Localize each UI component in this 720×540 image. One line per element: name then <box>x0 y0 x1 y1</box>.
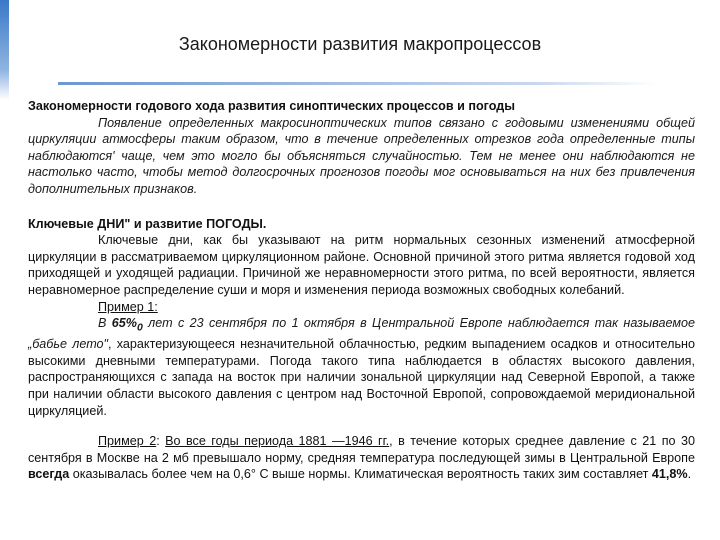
spacer <box>28 198 695 216</box>
example2-text-b: оказывалась более чем на 0,6° С выше нормы. Климатическая вероятность таких зим составляет <box>69 467 652 482</box>
example2-bold-value: 41,8% <box>651 467 688 482</box>
example1-percent <box>111 316 143 334</box>
example2-label-colon: : <box>156 434 160 449</box>
example1-paragraph <box>28 315 695 419</box>
example2-label: Пример 2 <box>98 434 157 449</box>
section1-heading: Закономерности годового хода развития синоптических процессов и погоды <box>28 99 515 113</box>
example1-percent-sub: 0 <box>136 321 143 334</box>
example1-rest: , характеризующееся незначительной облачностью, редким выпадением осадков и относительно высокими дневными температурами. Погода такого типа наблюдается в областях высокого давления, распространяющихся с запада на восток при наличии зональной циркуляции над Северной Европой, а также при наличии области высокого давления с центром над Восточной Европой, сопровождаемой меридиональной циркуляцией. <box>28 337 695 418</box>
example1-percent-value: 65% <box>111 316 137 331</box>
section2-paragraph: Ключевые дни, как бы указывают на ритм нормальных сезонных изменений атмосферной циркуляции в рассматриваемом циркуляционном районе. Основной причиной этого ритма является годовой ход приходящей и уходящей радиации. Причиной же неравномерности этого ритма, по всей вероятности, является неравномерное распределение суши и моря и изменения периода возможных свободных колебаний. <box>28 233 695 297</box>
slide-body <box>28 98 695 483</box>
example2-underlined: Во все годы периода 1881 —1946 гг. <box>165 434 390 449</box>
example2-text-a: , в течение которых среднее давление с 21 по 30 сентября в Москве на 2 мб превышало норму, средняя температура последующей зимы в Центральной Европе <box>28 434 695 465</box>
title-underline-rule <box>58 82 658 85</box>
section2-heading: Ключевые ДНИ" и развитие ПОГОДЫ. <box>28 216 267 231</box>
example1-label: Пример 1: <box>98 299 158 314</box>
example2-paragraph <box>28 433 695 483</box>
slide-title: Закономерности развития макропроцессов <box>178 34 542 54</box>
example2-bold-word: всегда <box>28 467 70 482</box>
example2-end: . <box>687 467 692 482</box>
section1-paragraph: Появление определенных макросиноптических типов связано с годовыми изменениями общей циркуляции атмосферы таким образом, что в течение определенных отрезков года определенные типы наблюдаются' чаще, чем это могло бы объясняться случайностью. Тем не менее они наблюдаются не настолько часто, чтобы метод долгосрочных прогнозов погоды мог основываться на них без привлечения дополнительных признаков. <box>28 115 695 196</box>
spacer <box>28 419 695 433</box>
example1-italic-b: лет с 23 сентября по 1 октября в Центральной Европе наблюдается так называемое „бабье лето" <box>28 316 695 352</box>
example1-italic-a: В <box>98 316 112 331</box>
